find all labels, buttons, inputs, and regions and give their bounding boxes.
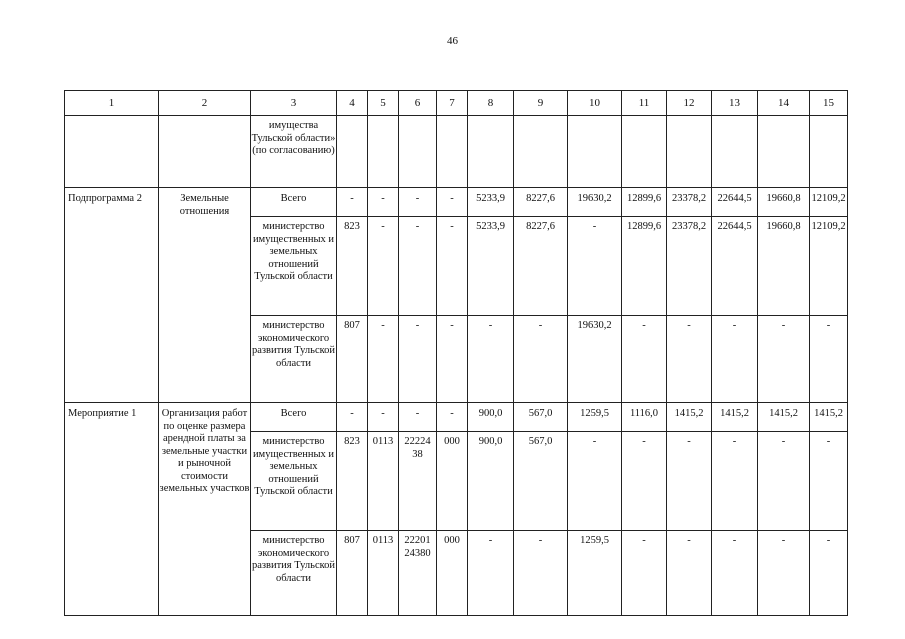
table-cell	[65, 116, 159, 188]
value-cell: 823	[337, 217, 368, 316]
value-cell: 8227,6	[514, 188, 568, 217]
value-cell: -	[667, 316, 712, 403]
header-cell: 15	[810, 91, 848, 116]
value-cell: -	[712, 531, 758, 616]
table-cell	[622, 116, 667, 188]
header-cell: 3	[251, 91, 337, 116]
table-cell	[568, 116, 622, 188]
value-cell: 807	[337, 531, 368, 616]
value-cell: 000	[437, 432, 468, 531]
value-cell: -	[437, 403, 468, 432]
value-cell: 1415,2	[758, 403, 810, 432]
value-cell: -	[568, 217, 622, 316]
value-cell: -	[712, 316, 758, 403]
table-cell	[337, 116, 368, 188]
value-cell: 5233,9	[468, 217, 514, 316]
table-cell	[667, 116, 712, 188]
value-cell: 12899,6	[622, 217, 667, 316]
value-cell: 1415,2	[810, 403, 848, 432]
value-cell: -	[399, 403, 437, 432]
table-cell	[368, 116, 399, 188]
table-cell	[468, 116, 514, 188]
value-cell: 22644,5	[712, 217, 758, 316]
value-cell: -	[399, 316, 437, 403]
value-cell: -	[622, 316, 667, 403]
executor-cell: Всего	[251, 403, 337, 432]
header-cell: 11	[622, 91, 667, 116]
header-cell: 1	[65, 91, 159, 116]
header-cell: 5	[368, 91, 399, 116]
table-cell	[810, 116, 848, 188]
value-cell: 823	[337, 432, 368, 531]
value-cell: 8227,6	[514, 217, 568, 316]
header-cell: 8	[468, 91, 514, 116]
value-cell: 900,0	[468, 432, 514, 531]
header-cell: 13	[712, 91, 758, 116]
table-row	[65, 403, 848, 432]
value-cell: 1116,0	[622, 403, 667, 432]
value-cell: 000	[437, 531, 468, 616]
value-cell: 19660,8	[758, 188, 810, 217]
value-cell: 807	[337, 316, 368, 403]
value-cell: 23378,2	[667, 217, 712, 316]
value-cell: 12899,6	[622, 188, 667, 217]
subprogram-name: Подпрограмма 2	[65, 188, 159, 403]
header-cell: 14	[758, 91, 810, 116]
value-cell: 1259,5	[568, 403, 622, 432]
executor-cell: имущества Тульской области» (по согласованию)	[251, 116, 337, 188]
value-cell: 0113	[368, 531, 399, 616]
value-cell: -	[568, 432, 622, 531]
value-cell: 1415,2	[667, 403, 712, 432]
table-row	[65, 188, 848, 217]
budget-table	[64, 90, 848, 616]
header-row	[65, 91, 848, 116]
value-cell: -	[368, 316, 399, 403]
header-cell: 4	[337, 91, 368, 116]
header-cell: 2	[159, 91, 251, 116]
table-cell	[712, 116, 758, 188]
activity-name: Мероприятие 1	[65, 403, 159, 616]
executor-cell: Всего	[251, 188, 337, 217]
value-cell: -	[810, 316, 848, 403]
value-cell: 567,0	[514, 432, 568, 531]
value-cell: 12109,2	[810, 217, 848, 316]
value-cell: 19630,2	[568, 188, 622, 217]
value-cell: -	[758, 316, 810, 403]
activity-title: Организация работ по оценке размера арендной платы за земельные участки и рыночной стоимости земельных участков	[159, 403, 251, 616]
executor-cell: министерство экономического развития Тульской области	[251, 531, 337, 616]
value-cell: -	[337, 188, 368, 217]
value-cell: -	[368, 217, 399, 316]
value-cell: -	[622, 432, 667, 531]
value-cell: -	[437, 188, 468, 217]
table-cell	[514, 116, 568, 188]
value-cell: -	[758, 531, 810, 616]
value-cell: 12109,2	[810, 188, 848, 217]
value-cell: -	[468, 531, 514, 616]
value-cell: -	[758, 432, 810, 531]
value-cell: 22224 38	[399, 432, 437, 531]
table-cell	[159, 116, 251, 188]
value-cell: -	[712, 432, 758, 531]
value-cell: -	[437, 316, 468, 403]
header-cell: 9	[514, 91, 568, 116]
value-cell: -	[399, 217, 437, 316]
value-cell: 567,0	[514, 403, 568, 432]
subprogram-title: Земельные отношения	[159, 188, 251, 403]
value-cell: -	[468, 316, 514, 403]
value-cell: -	[514, 316, 568, 403]
table-row	[65, 116, 848, 188]
value-cell: -	[368, 188, 399, 217]
value-cell: 19660,8	[758, 217, 810, 316]
value-cell: 1259,5	[568, 531, 622, 616]
value-cell: -	[368, 403, 399, 432]
table-cell	[399, 116, 437, 188]
header-cell: 6	[399, 91, 437, 116]
value-cell: 19630,2	[568, 316, 622, 403]
page-number: 46	[447, 35, 458, 47]
executor-cell: министерство имущественных и земельных отношений Тульской области	[251, 217, 337, 316]
value-cell: -	[622, 531, 667, 616]
value-cell: -	[337, 403, 368, 432]
value-cell: -	[437, 217, 468, 316]
value-cell: 5233,9	[468, 188, 514, 217]
header-cell: 7	[437, 91, 468, 116]
table-cell	[758, 116, 810, 188]
value-cell: 23378,2	[667, 188, 712, 217]
value-cell: -	[667, 531, 712, 616]
value-cell: 22644,5	[712, 188, 758, 217]
executor-cell: министерство экономического развития Тульской области	[251, 316, 337, 403]
table-cell	[437, 116, 468, 188]
value-cell: -	[810, 432, 848, 531]
value-cell: -	[514, 531, 568, 616]
value-cell: -	[667, 432, 712, 531]
value-cell: -	[810, 531, 848, 616]
value-cell: 0113	[368, 432, 399, 531]
header-cell: 10	[568, 91, 622, 116]
value-cell: 22201 24380	[399, 531, 437, 616]
value-cell: 1415,2	[712, 403, 758, 432]
header-cell: 12	[667, 91, 712, 116]
value-cell: 900,0	[468, 403, 514, 432]
executor-cell: министерство имущественных и земельных отношений Тульской области	[251, 432, 337, 531]
value-cell: -	[399, 188, 437, 217]
